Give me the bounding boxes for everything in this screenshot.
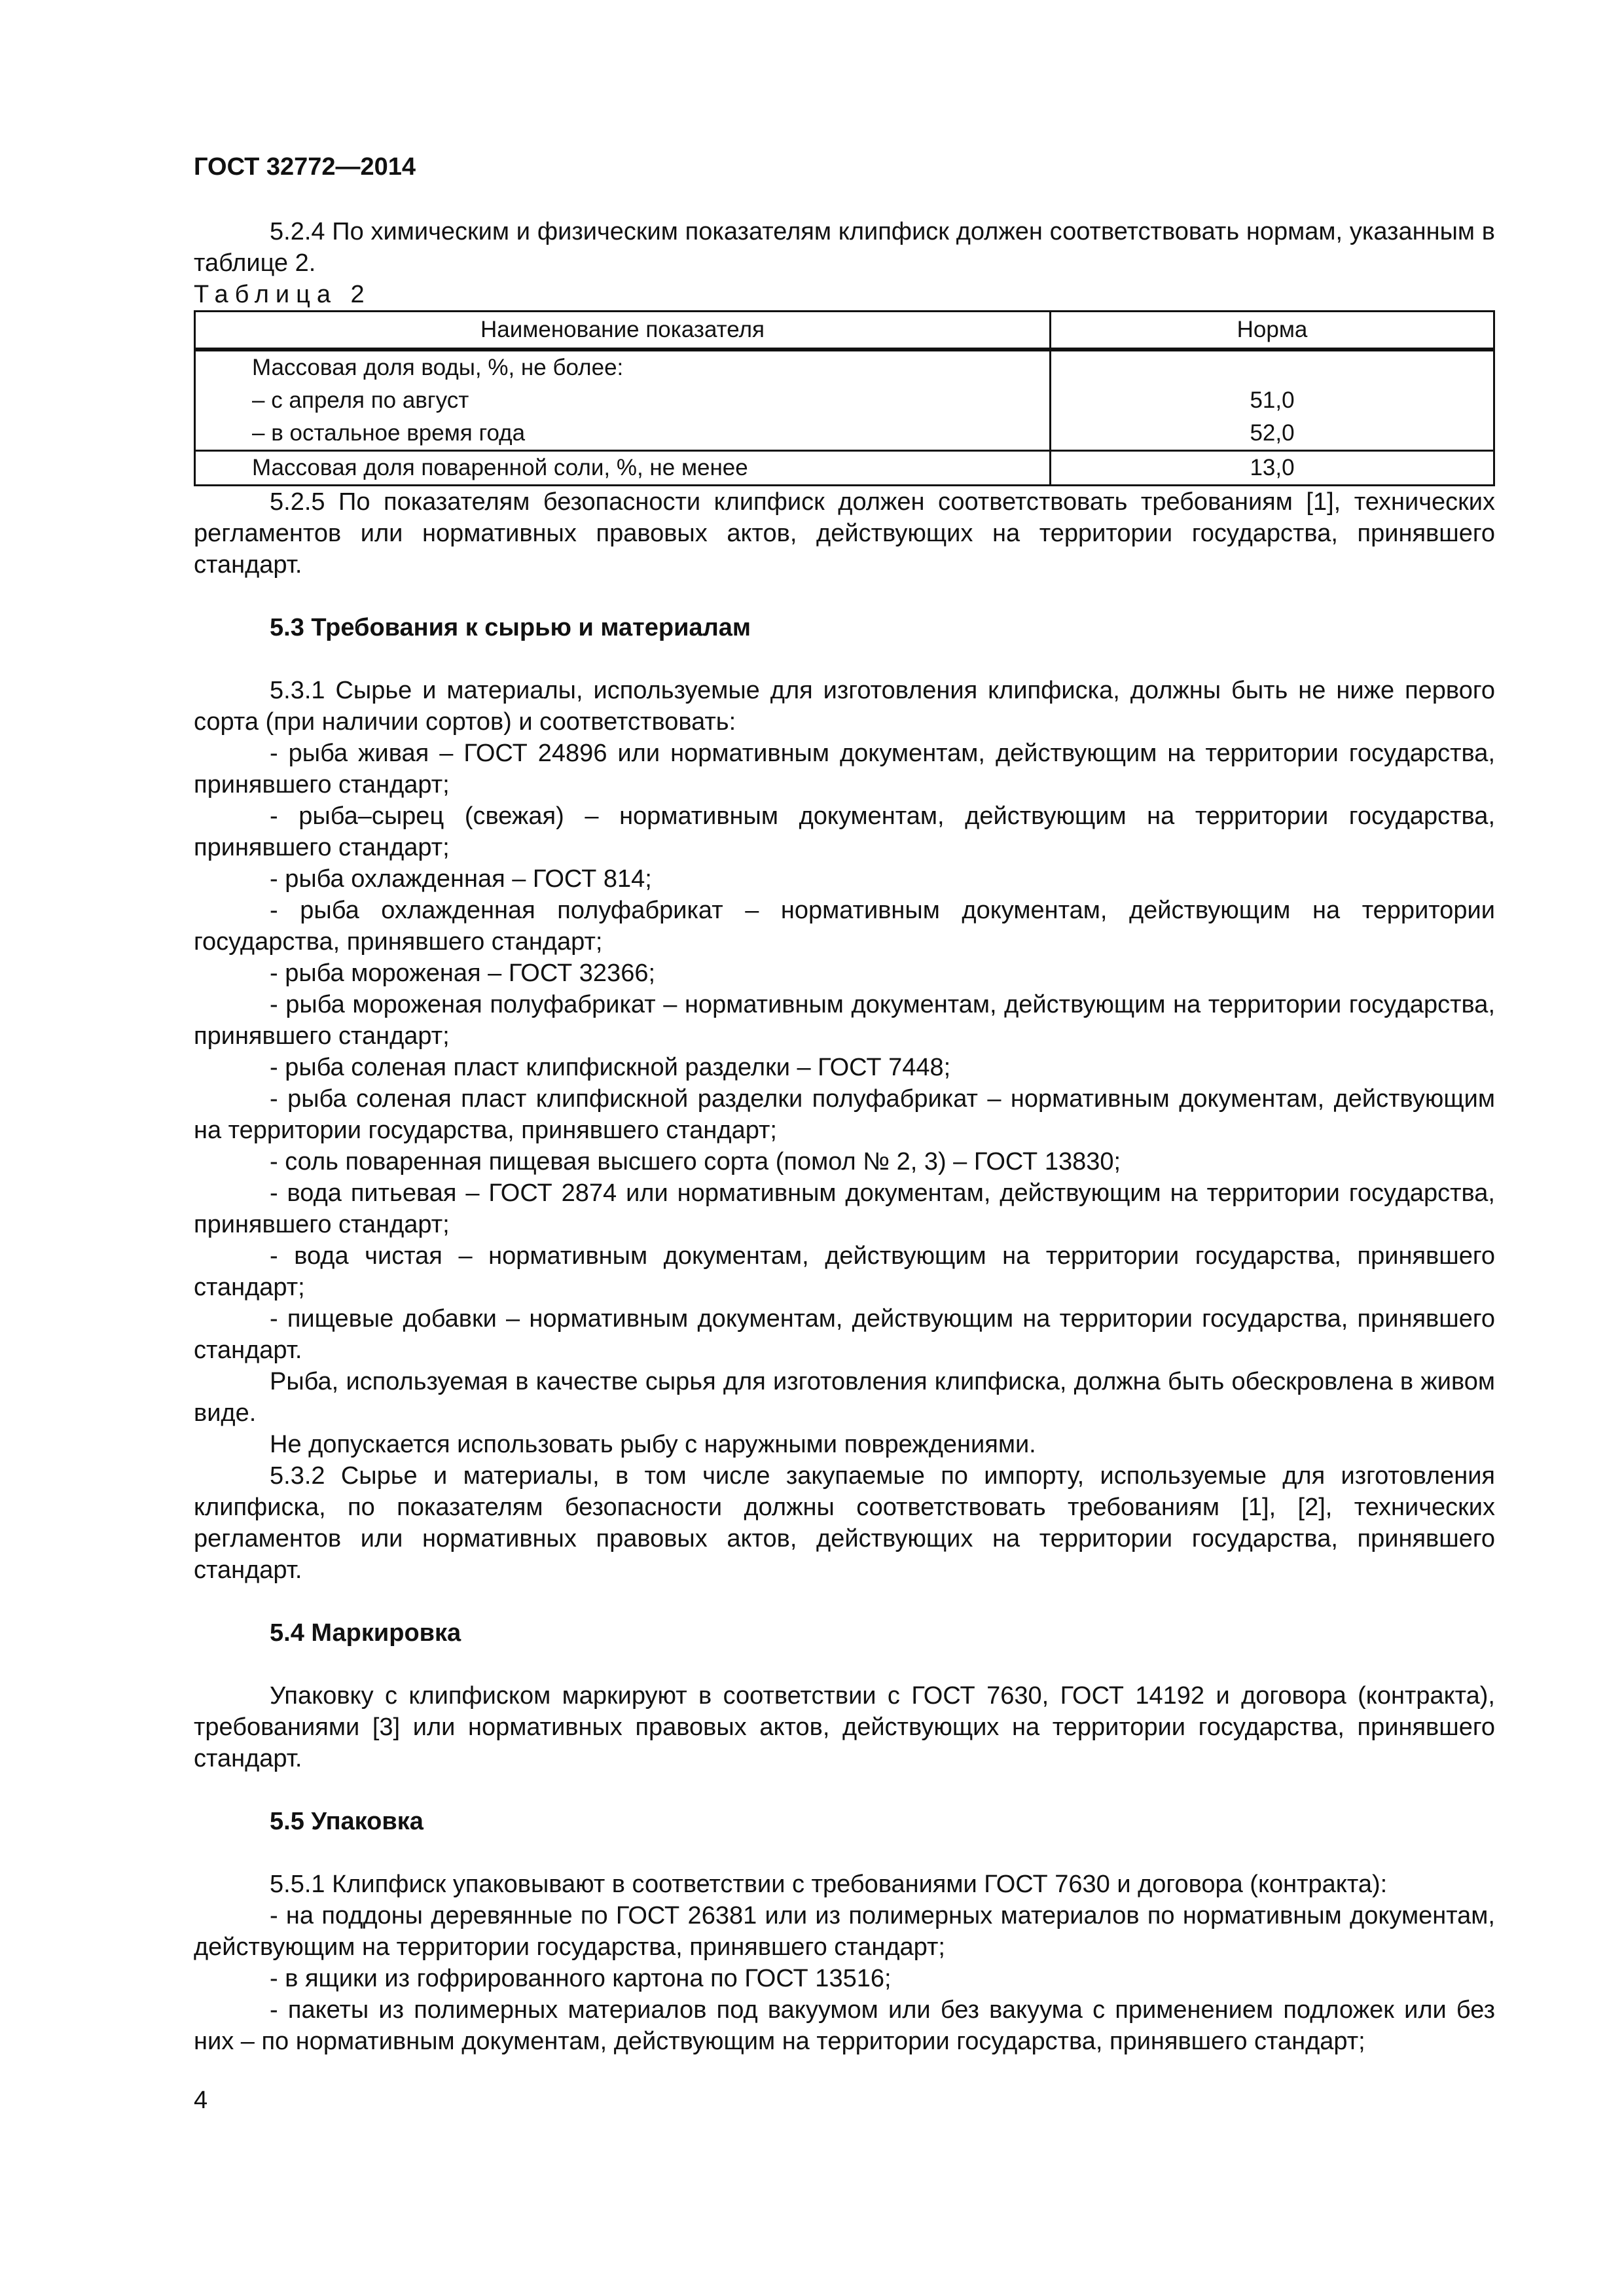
indicator-name: Массовая доля поваренной соли, %, не менее bbox=[252, 455, 748, 480]
list-item: - рыба соленая пласт клипфискной разделки полуфабрикат – нормативным документам, действующим на территории государства, принявшего стандарт; bbox=[194, 1085, 1495, 1144]
paragraph-5-3-1: 5.3.1 Сырье и материалы, используемые для изготовления клипфиска, должны быть не ниже первого сорта (при наличии сортов) и соответствовать: bbox=[194, 677, 1495, 736]
list-item: - пакеты из полимерных материалов под вакуумом или без вакуума с применением подложек или без них – по нормативным документам, действующим на территории государства, принявшего стандарт; bbox=[194, 1996, 1495, 2055]
list-item: - рыба мороженая – ГОСТ 32366; bbox=[270, 960, 656, 987]
paragraph-5-4: Упаковку с клипфиском маркируют в соответствии с ГОСТ 7630, ГОСТ 14192 и договора (контракта), требованиями [3] или нормативных правовых актов, действующих на территории государства, принявшего стандарт. bbox=[194, 1682, 1495, 1772]
table-header-row bbox=[195, 312, 1494, 350]
document-code: ГОСТ 32772—2014 bbox=[194, 153, 416, 181]
indicator-name: – с апреля по август bbox=[252, 387, 469, 413]
indicator-name: Массовая доля воды, %, не более: bbox=[252, 355, 624, 380]
list-item: - рыба мороженая полуфабрикат – нормативным документам, действующим на территории государства, принявшего стандарт; bbox=[194, 991, 1495, 1050]
paragraph-5-2-4: 5.2.4 По химическим и физическим показателям клипфиск должен соответствовать нормам, указанным в таблице 2. bbox=[194, 218, 1495, 277]
paragraph-5-3-2: 5.3.2 Сырье и материалы, в том числе закупаемые по импорту, используемые для изготовления клипфиска, по показателям безопасности должны соответствовать требованиям [1], [2], технических регламентов или нормативных правовых актов, действующих на территории государства, принявшего стандарт. bbox=[194, 1462, 1495, 1584]
list-item: - рыба–сырец (свежая) – нормативным документам, действующим на территории государства, принявшего стандарт; bbox=[194, 802, 1495, 861]
list-item: - рыба охлажденная полуфабрикат – нормативным документам, действующим на территории государства, принявшего стандарт; bbox=[194, 897, 1495, 956]
norm-value: 52,0 bbox=[1250, 420, 1295, 446]
list-item: - рыба соленая пласт клипфискной разделки – ГОСТ 7448; bbox=[270, 1054, 951, 1081]
list-item: - на поддоны деревянные по ГОСТ 26381 или из полимерных материалов по нормативным документам, действующим на территории государства, принявшего стандарт; bbox=[194, 1902, 1495, 1961]
list-item: - пищевые добавки – нормативным документам, действующим на территории государства, принявшего стандарт. bbox=[194, 1305, 1495, 1364]
norm-value: 13,0 bbox=[1250, 455, 1295, 480]
section-heading-5-5: 5.5 Упаковка bbox=[270, 1808, 424, 1835]
indicator-name: – в остальное время года bbox=[252, 420, 526, 446]
table-row bbox=[195, 350, 1494, 417]
column-header-name: Наименование показателя bbox=[195, 312, 1051, 350]
list-item: - в ящики из гофрированного картона по ГОСТ 13516; bbox=[270, 1965, 892, 1992]
list-item: - рыба охлажденная – ГОСТ 814; bbox=[270, 865, 652, 893]
page-body bbox=[194, 216, 1495, 2057]
list-item: - соль поваренная пищевая высшего сорта (помол № 2, 3) – ГОСТ 13830; bbox=[270, 1148, 1121, 1175]
table-caption: Таблица 2 bbox=[194, 281, 371, 308]
section-heading-5-3: 5.3 Требования к сырью и материалам bbox=[270, 614, 751, 641]
list-item: - вода питьевая – ГОСТ 2874 или нормативным документам, действующим на территории государства, принявшего стандарт; bbox=[194, 1179, 1495, 1238]
page-number: 4 bbox=[194, 2087, 208, 2114]
paragraph-5-2-5: 5.2.5 По показателям безопасности клипфиск должен соответствовать требованиям [1], технических регламентов или нормативных правовых актов, действующих на территории государства, принявшего стандарт. bbox=[194, 488, 1495, 579]
paragraph-fish-bleeding: Рыба, используемая в качестве сырья для изготовления клипфиска, должна быть обескровлена в живом виде. bbox=[194, 1368, 1495, 1427]
norm-value: 51,0 bbox=[1250, 387, 1295, 413]
list-item: - вода чистая – нормативным документам, действующим на территории государства, принявшего стандарт; bbox=[194, 1242, 1495, 1301]
section-heading-5-4: 5.4 Маркировка bbox=[270, 1619, 461, 1647]
table-2 bbox=[194, 310, 1495, 486]
paragraph-damage: Не допускается использовать рыбу с наружными повреждениями. bbox=[270, 1431, 1036, 1458]
list-item: - рыба живая – ГОСТ 24896 или нормативным документам, действующим на территории государства, принявшего стандарт; bbox=[194, 740, 1495, 798]
table-row bbox=[195, 417, 1494, 451]
paragraph-5-5-1: 5.5.1 Клипфиск упаковывают в соответствии с требованиями ГОСТ 7630 и договора (контракта): bbox=[270, 1871, 1388, 1898]
column-header-norm: Норма bbox=[1051, 312, 1494, 350]
norm-value bbox=[1051, 351, 1493, 384]
table-row bbox=[195, 451, 1494, 486]
